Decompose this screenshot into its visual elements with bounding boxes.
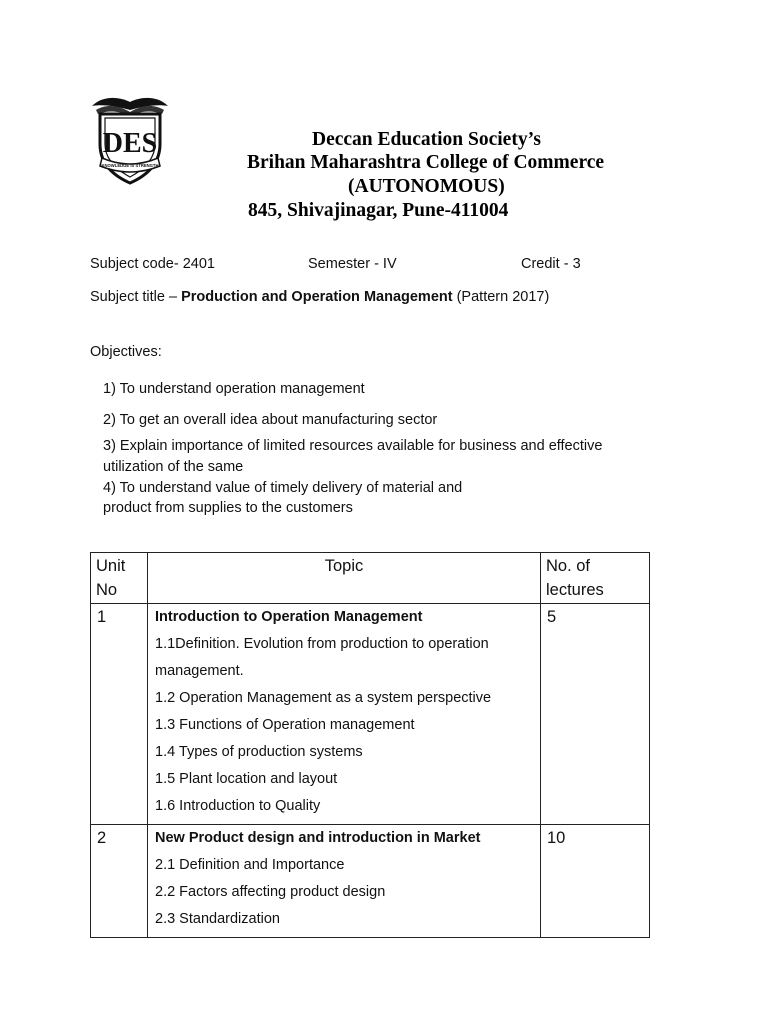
header-unit-no: Unit No — [91, 553, 148, 604]
objective-line: product from supplies to the customers — [103, 500, 353, 516]
table-header-row — [91, 553, 650, 604]
table-row — [91, 604, 650, 825]
topic-item: management. — [155, 663, 244, 679]
college-address: 845, Shivajinagar, Pune-411004 — [248, 200, 509, 221]
unit-title: Introduction to Operation Management — [155, 609, 423, 625]
unit-topic — [148, 825, 541, 938]
objective-line: 3) Explain importance of limited resources available for business and effective — [103, 438, 603, 454]
semester: Semester - IV — [308, 256, 397, 272]
topic-item: 2.2 Factors affecting product design — [155, 884, 386, 900]
unit-number: 1 — [91, 604, 148, 825]
lecture-count: 10 — [541, 825, 650, 938]
objective-line: 2) To get an overall idea about manufacturing sector — [103, 412, 438, 428]
subject-title-prefix: Subject title – — [90, 289, 182, 305]
college-name: Brihan Maharashtra College of Commerce — [247, 152, 605, 173]
objectives-heading: Objectives: — [90, 344, 162, 360]
logo-motto: KNOWLEDGE IS STRENGTH — [101, 163, 159, 168]
unit-topic — [148, 604, 541, 825]
header-lectures: No. of lectures — [541, 553, 650, 604]
topic-item: 2.1 Definition and Importance — [155, 857, 345, 873]
logo-monogram: DES — [102, 128, 158, 159]
unit-title: New Product design and introduction in Market — [155, 830, 481, 846]
topic-item: 2.3 Standardization — [155, 911, 280, 927]
topic-item: 1.1Definition. Evolution from production to operation — [155, 636, 489, 652]
topic-item: 1.5 Plant location and layout — [155, 771, 338, 787]
syllabus-table — [90, 552, 650, 938]
lecture-count: 5 — [541, 604, 650, 825]
header-topic: Topic — [148, 553, 541, 604]
subject-code: Subject code- 2401 — [90, 256, 215, 272]
society-name: Deccan Education Society’s — [312, 129, 541, 150]
unit-number: 2 — [91, 825, 148, 938]
objective-line: 4) To understand value of timely delivery of material and — [103, 480, 463, 496]
autonomous-status: (AUTONOMOUS) — [348, 176, 505, 197]
table-row — [91, 825, 650, 938]
topic-item: 1.6 Introduction to Quality — [155, 798, 321, 814]
objective-line: 1) To understand operation management — [103, 381, 365, 397]
credit: Credit - 3 — [521, 256, 581, 272]
topic-item: 1.4 Types of production systems — [155, 744, 363, 760]
subject-title-line — [90, 289, 549, 305]
subject-title: Production and Operation Management — [181, 289, 453, 305]
topic-item: 1.2 Operation Management as a system perspective — [155, 690, 492, 706]
subject-pattern: (Pattern 2017) — [452, 289, 550, 305]
topic-item: 1.3 Functions of Operation management — [155, 717, 415, 733]
college-logo — [88, 94, 172, 186]
objective-line: utilization of the same — [103, 459, 244, 475]
